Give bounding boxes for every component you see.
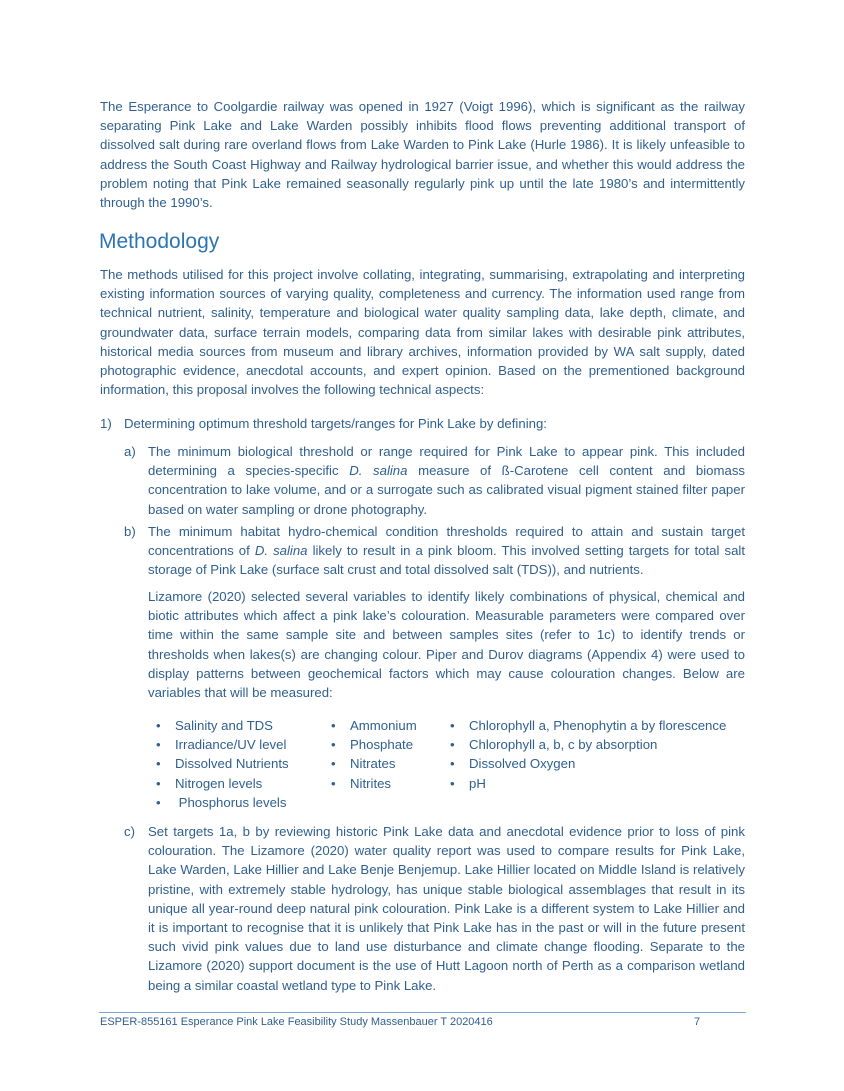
variable-item: • Nitrites <box>331 774 417 793</box>
item-b-species: D. salina <box>254 543 308 559</box>
methodology-paragraph: The methods utilised for this project involve collating, integrating, summarising, extrapolating and interpreting existing information sources of varying quality, completeness and currency. The information used range from technical nutrient, salinity, temperature and biological water quality sampling data, lake depth, climate, and groundwater data, surface terrain models, comparing data from similar lakes with desirable pink attributes, historical media sources from museum and library archives, information provided by WA salt supply, dated photographic evidence, anecdotal accounts, and expert opinion. Based on the prementioned background information, this proposal involves the following technical aspects: <box>100 267 745 398</box>
footer-divider <box>99 1012 746 1013</box>
list-marker-c: c) <box>124 824 135 839</box>
variable-item: • Dissolved Nutrients <box>156 754 289 773</box>
item-a-text-1: The minimum biological threshold or range required for Pink Lake to appear pink. This included determining a species-specific <box>148 444 745 479</box>
variable-item: • Phosphate <box>331 735 417 754</box>
variable-item: • Ammonium <box>331 716 417 735</box>
variables-column-2 <box>331 716 417 793</box>
variable-item: • Phosphorus levels <box>156 793 289 812</box>
variable-item: • Nitrates <box>331 754 417 773</box>
section-heading-methodology: Methodology <box>99 230 220 253</box>
variable-item: • Chlorophyll a, Phenophytin a by florescence <box>450 716 726 735</box>
list-marker-b: b) <box>124 524 136 539</box>
list-item-a <box>148 442 745 519</box>
variables-column-1 <box>156 716 289 812</box>
item-b-paragraph-2: Lizamore (2020) selected several variables to identify likely combinations of physical, chemical and biotic attributes which affect a pink lake’s colouration. Measurable parameters were compared over time within the same sample site and between samples sites (refer to 1c) to identify trends or thresholds when lakes(s) are changing colour. Piper and Durov diagrams (Appendix 4) were used to display patterns between geochemical factors which may cause colouration changes. Below are variables that will be measured: <box>148 589 745 701</box>
variables-column-3 <box>450 716 726 793</box>
intro-paragraph: The Esperance to Coolgardie railway was opened in 1927 (Voigt 1996), which is significant as the railway separating Pink Lake and Lake Warden possibly inhibits flood flows preventing additional transport of dissolved salt during rare overland flows from Lake Warden to Pink Lake (Hurle 1986). It is likely unfeasible to address the South Coast Highway and Railway hydrological barrier issue, and whether this would address the problem noting that Pink Lake remained seasonally regularly pink up until the late 1980’s and intermittently through the 1990’s. <box>100 99 745 211</box>
item-a-text-2: measure of ß-Carotene cell content and biomass concentration to lake volume, and or a surrogate such as calibrated visual pigment stained filter paper based on water sampling or drone photography. <box>148 463 746 517</box>
item-b-text-1: The minimum habitat hydro-chemical condition thresholds required to attain and sustain target concentrations of <box>148 524 745 559</box>
list-marker-a: a) <box>124 444 136 459</box>
variable-item: • pH <box>450 774 726 793</box>
variable-item: • Salinity and TDS <box>156 716 289 735</box>
footer-document-id: ESPER-855161 Esperance Pink Lake Feasibility Study Massenbauer T 2020416 <box>100 1016 493 1028</box>
list-marker-1: 1) <box>100 416 112 431</box>
list-item-c: Set targets 1a, b by reviewing historic Pink Lake data and anecdotal evidence prior to loss of pink colouration. The Lizamore (2020) water quality report was used to compare results for Pink Lake, Lake Warden, Lake Hillier and Lake Benje Benjemup. Lake Hillier located on Middle Island is relatively pristine, with extremely stable hydrology, has unique stable biological assemblages that result in its unique all year-round deep natural pink colouration. Pink Lake is a different system to Lake Hillier and it is important to recognise that it is unlikely that Pink Lake has in the past or will in the future present such vivid pink values due to land use disturbance and climate change flooding. Separate to the Lizamore (2020) support document is the use of Hutt Lagoon north of Perth as a comparison wetland being a similar coastal wetland type to Pink Lake. <box>148 824 745 993</box>
footer-page-number: 7 <box>694 1016 701 1028</box>
item-b-text-2: likely to result in a pink bloom. This involved setting targets for total salt storage of Pink Lake (surface salt crust and total dissolved salt (TDS)), and nutrients. <box>148 543 745 578</box>
list-item-b <box>148 522 745 580</box>
variable-item: • Dissolved Oxygen <box>450 754 726 773</box>
list-item-1: Determining optimum threshold targets/ranges for Pink Lake by defining: <box>124 416 547 431</box>
variable-item: • Chlorophyll a, b, c by absorption <box>450 735 726 754</box>
item-a-species: D. salina <box>349 463 408 479</box>
variable-item: • Irradiance/UV level <box>156 735 289 754</box>
variable-item: • Nitrogen levels <box>156 774 289 793</box>
variables-list <box>156 716 746 816</box>
